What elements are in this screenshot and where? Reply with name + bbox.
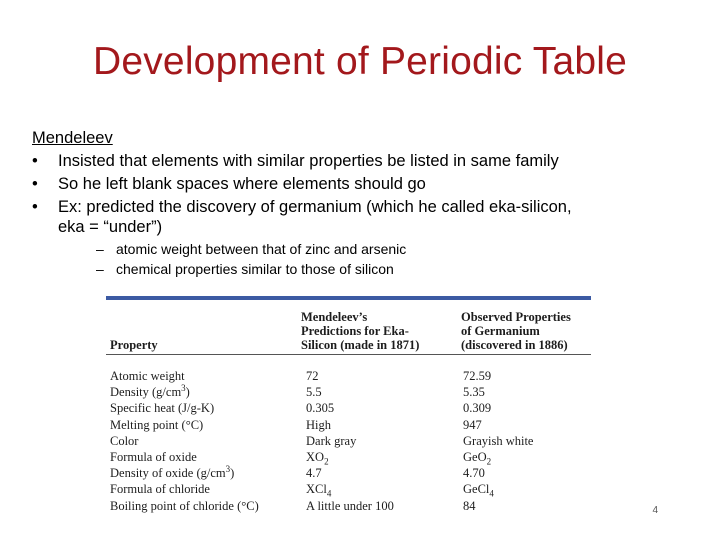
- subscript: 4: [326, 488, 332, 499]
- table-header-rule: [106, 354, 591, 355]
- cell-property: Color: [110, 433, 139, 448]
- cell-predicted: 5.5: [306, 385, 322, 400]
- sub-bullet-text: atomic weight between that of zinc and arsenic: [116, 241, 407, 257]
- cell-observed: 947: [463, 417, 482, 432]
- table-row: [106, 498, 591, 514]
- header-observed-line: (discovered in 1886): [461, 338, 568, 352]
- table-row: [106, 400, 591, 416]
- table-row: [106, 433, 591, 449]
- cell-property: [110, 384, 190, 400]
- bullet-item: [32, 173, 692, 196]
- bullet-mark: •: [32, 175, 38, 193]
- bullet-text: Insisted that elements with similar properties be listed in same family: [58, 152, 559, 170]
- cell-property: Formula of chloride: [110, 482, 210, 497]
- header-observed: [461, 310, 591, 352]
- subscript: 2: [324, 456, 329, 467]
- formula-text: XCl: [306, 482, 327, 497]
- subscript: 2: [486, 456, 492, 467]
- page-number: 4: [652, 505, 658, 516]
- table-row: [106, 417, 591, 433]
- cell-predicted: High: [306, 417, 331, 432]
- bullet-text: So he left blank spaces where elements should go: [58, 175, 426, 193]
- table-row: [106, 465, 591, 481]
- cell-observed: Grayish white: [463, 433, 534, 448]
- cell-property: Specific heat (J/g-K): [110, 401, 215, 416]
- table-row: [106, 384, 591, 400]
- header-predictions-line: Predictions for Eka-: [301, 324, 409, 338]
- table-row: [106, 368, 591, 384]
- header-observed-line: Observed Properties: [461, 310, 571, 324]
- cell-observed: 0.309: [463, 401, 492, 416]
- bullet-item: [32, 150, 692, 173]
- header-observed-line: of Germanium: [461, 324, 540, 338]
- cell-observed: [463, 481, 494, 497]
- subscript: 4: [489, 488, 494, 499]
- bullet-mark: •: [32, 152, 38, 170]
- sub-bullet-list: [96, 239, 692, 279]
- bullet-text: Ex: predicted the discovery of germanium (which he called eka-silicon,: [58, 198, 572, 216]
- table-body: [106, 368, 591, 514]
- cell-property: Atomic weight: [110, 369, 185, 383]
- cell-predicted: 72: [306, 369, 319, 383]
- cell-property-text: Density (g/cm: [110, 385, 182, 400]
- cell-predicted: [306, 449, 329, 465]
- table-top-rule: [106, 296, 591, 300]
- slide-body: [32, 127, 692, 279]
- header-predictions-line: Mendeleev’s: [301, 310, 368, 324]
- bullet-text-continuation: eka = “under”): [58, 218, 163, 236]
- cell-property: [110, 465, 234, 481]
- formula-text: GeO: [463, 449, 487, 464]
- superscript: 3: [181, 383, 186, 394]
- formula-text: GeCl: [463, 482, 490, 497]
- bullet-list: [32, 150, 692, 279]
- cell-observed: 84: [463, 498, 476, 513]
- sub-bullet-item: [96, 259, 692, 279]
- cell-predicted: Dark gray: [306, 433, 357, 448]
- mendeleev-heading: Mendeleev: [32, 129, 113, 147]
- cell-observed: 4.70: [463, 466, 485, 481]
- cell-property: Boiling point of chloride (°C): [110, 498, 259, 513]
- dash-mark: –: [96, 261, 104, 277]
- header-predictions: [301, 310, 446, 352]
- cell-predicted: [306, 481, 331, 497]
- header-property: Property: [110, 338, 158, 352]
- bullet-mark: •: [32, 198, 38, 216]
- cell-observed: 5.35: [463, 385, 485, 400]
- formula-text: XO: [306, 449, 325, 464]
- dash-mark: –: [96, 241, 104, 257]
- table-row: [106, 481, 591, 497]
- cell-predicted: 0.305: [306, 401, 335, 416]
- sub-bullet-text: chemical properties similar to those of silicon: [116, 261, 394, 277]
- slide-title: Development of Periodic Table: [92, 40, 628, 83]
- superscript: 3: [225, 463, 231, 474]
- germanium-comparison-table: [106, 296, 591, 512]
- cell-predicted: A little under 100: [306, 498, 394, 513]
- cell-property-end: ): [230, 466, 235, 481]
- cell-property-end: ): [185, 385, 190, 400]
- cell-predicted: 4.7: [306, 466, 322, 481]
- cell-property: Melting point (°C): [110, 417, 204, 432]
- cell-observed: [463, 449, 491, 465]
- header-predictions-line: Silicon (made in 1871): [301, 338, 420, 352]
- sub-bullet-item: [96, 239, 692, 259]
- cell-property-text: Density of oxide (g/cm: [110, 466, 226, 481]
- cell-observed: 72.59: [463, 369, 492, 383]
- bullet-item: [32, 196, 692, 279]
- cell-property: Formula of oxide: [110, 449, 197, 464]
- table-row: [106, 449, 591, 465]
